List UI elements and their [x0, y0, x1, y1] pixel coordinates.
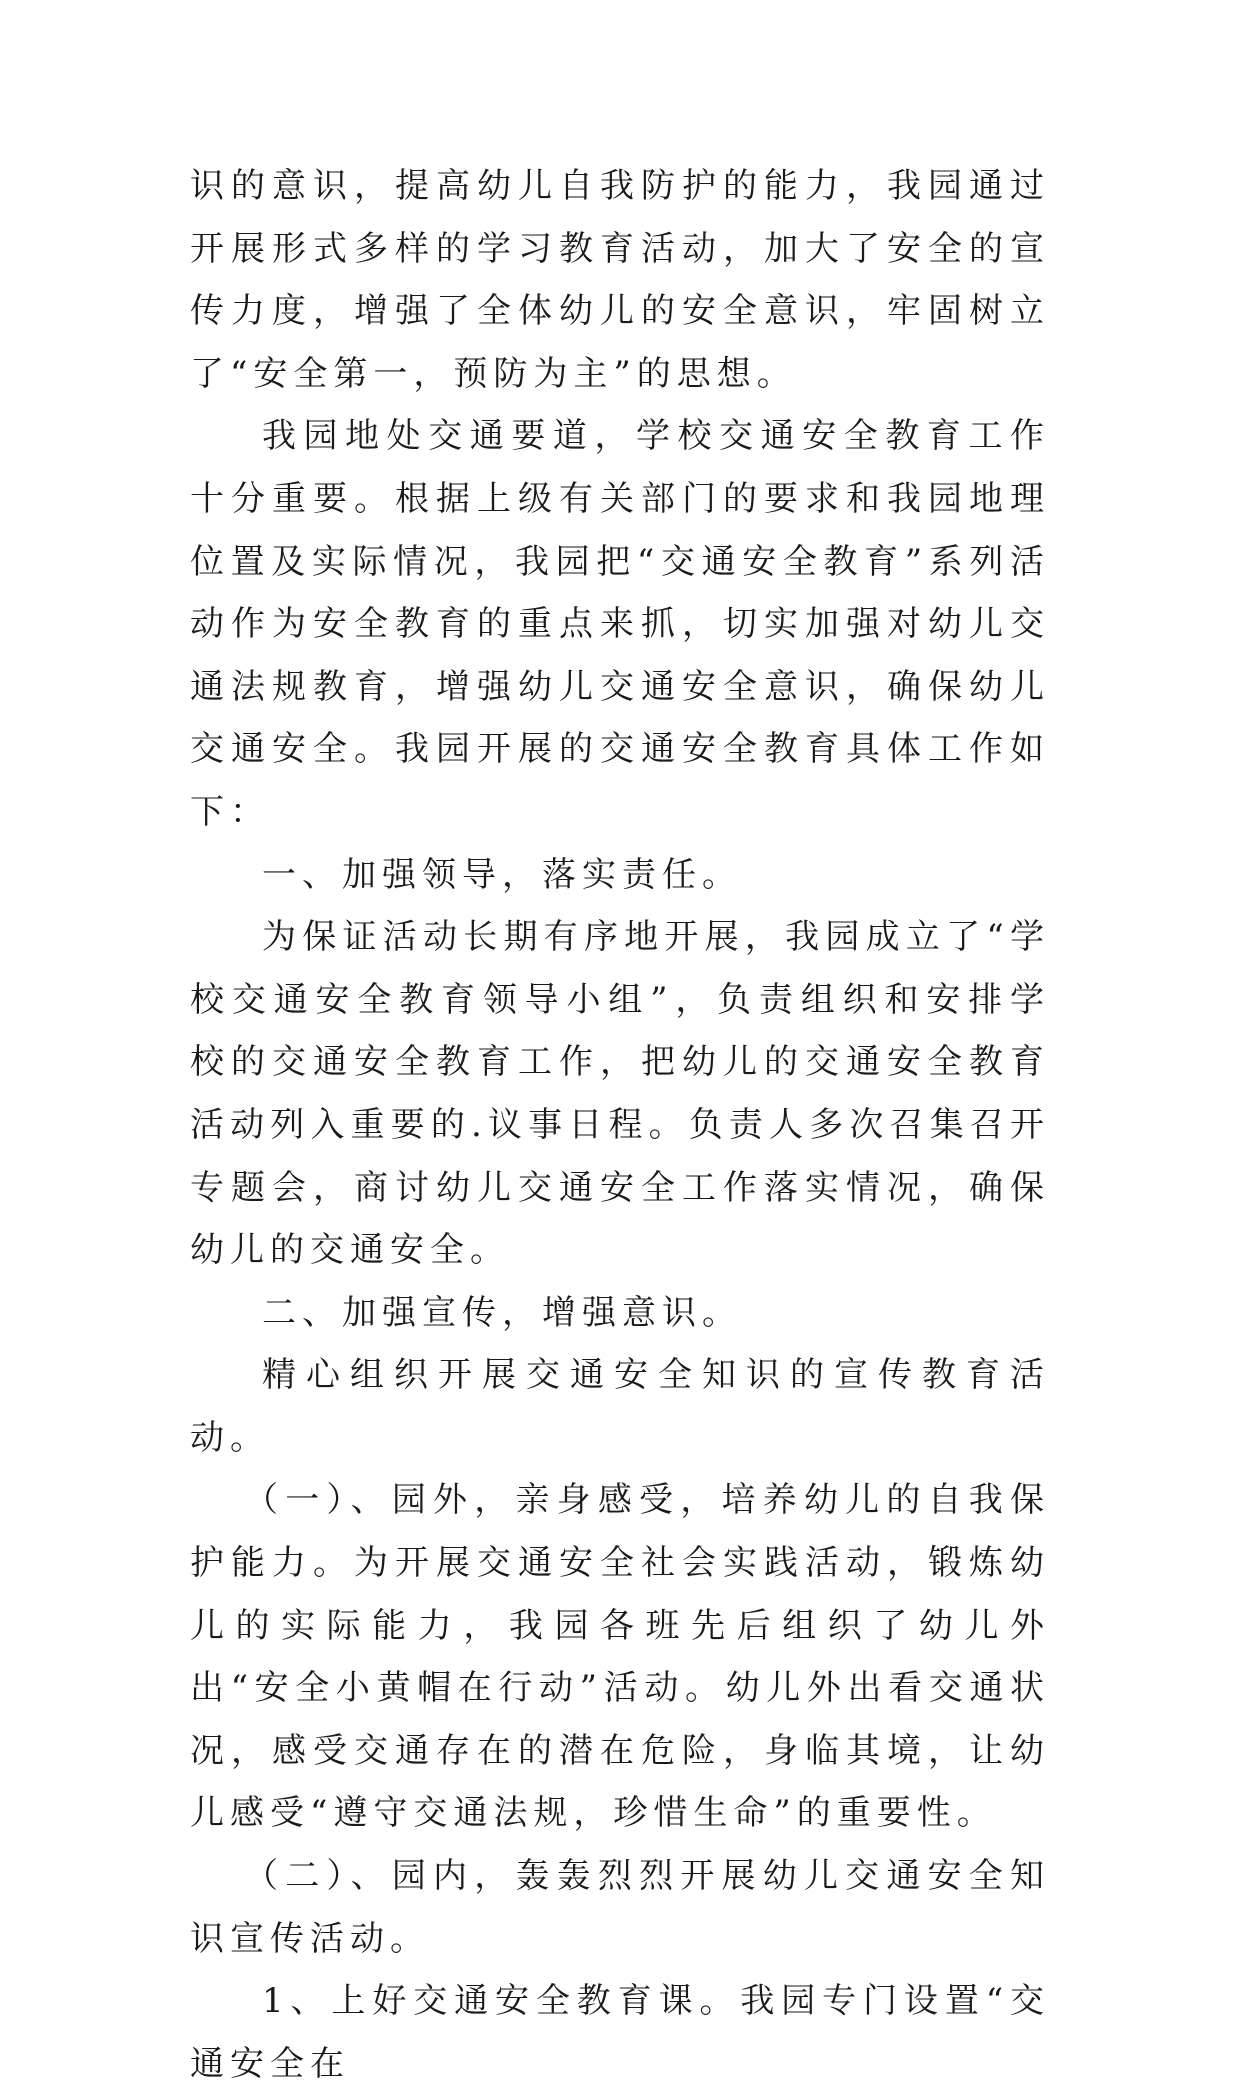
section-heading-2: 二、加强宣传，增强意识。	[262, 1292, 742, 1333]
section-heading-1: 一、加强领导，落实责任。	[262, 854, 742, 895]
paragraph-publicity: 精心组织开展交通安全知识的宣传教育活动。	[190, 1355, 1050, 1458]
paragraph-leadership: 为保证活动长期有序地开展，我园成立了“学校交通安全教育领导小组”，负责组织和安排学校的交通安全教育工作，把幼儿的交通安全教育活动列入重要的.议事日程。负责人多次召集召开专题会，商讨幼儿交通安全工作落实情况，确保幼儿的交通安全。	[190, 917, 1050, 1271]
paragraph-outside-kindergarten: （一）、园外，亲身感受，培养幼儿的自我保护能力。为开展交通安全社会实践活动，锻炼幼儿的实际能力，我园各班先后组织了幼儿外出“安全小黄帽在行动”活动。幼儿外出看交通状况，感受交通存在的潜在危险，身临其境，让幼儿感受“遵守交通法规，珍惜生命”的重要性。	[190, 1480, 1050, 1834]
paragraph-continuation: 识的意识，提高幼儿自我防护的能力，我园通过开展形式多样的学习教育活动，加大了安全的宣传力度，增强了全体幼儿的安全意识，牢固树立了“安全第一，预防为主”的思想。	[190, 166, 1050, 394]
paragraph-inside-kindergarten: （二）、园内，轰轰烈烈开展幼儿交通安全知识宣传活动。	[190, 1856, 1050, 1959]
paragraph-intro: 我园地处交通要道，学校交通安全教育工作十分重要。根据上级有关部门的要求和我园地理位置及实际情况，我园把“交通安全教育”系列活动作为安全教育的重点来抓，切实加强对幼儿交通法规教育，增强幼儿交通安全意识，确保幼儿交通安全。我园开展的交通安全教育具体工作如下：	[190, 416, 1050, 832]
paragraph-safety-class: 1、上好交通安全教育课。我园专门设置“交通安全在	[190, 1981, 1050, 2084]
document-body	[190, 155, 1050, 2095]
